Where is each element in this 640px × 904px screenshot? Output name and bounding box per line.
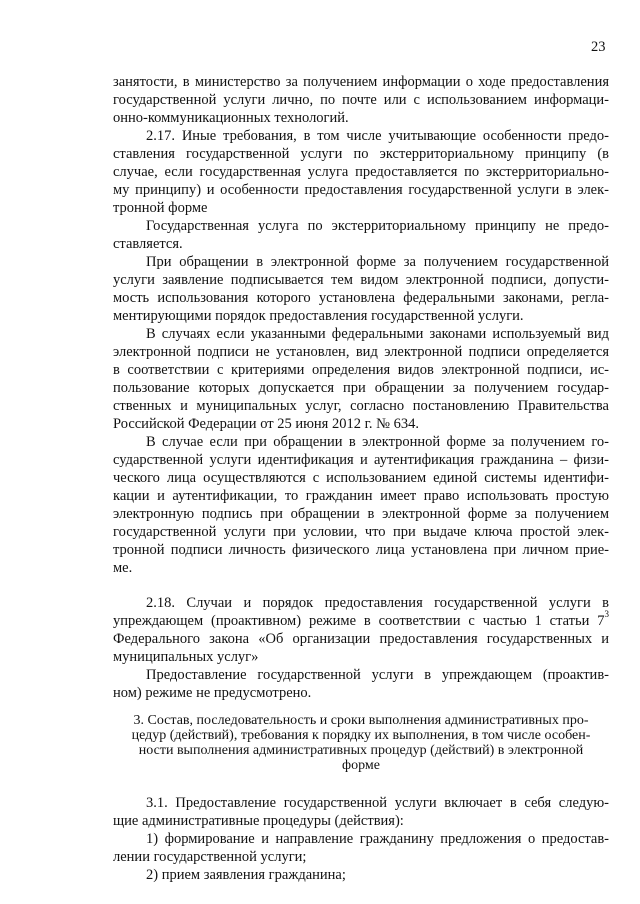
body-line: услуги заявление подписывается тем видом электронной подписи, допусти- [113,272,609,288]
body-line: Предоставление государственной услуги в упреждающем (проактив- [146,667,609,683]
body-line: мость использования которого установлена федеральными законами, регла- [113,290,609,306]
section-heading-line: 3. Состав, последовательность и сроки выполнения административных про- [133,713,589,728]
body-line: ставления государственной услуги по экстерриториальному принципу (в [113,146,609,162]
body-line: муниципальных услуг» [113,649,259,665]
page-number: 23 [591,39,606,55]
section-heading-line: форме [342,758,380,773]
body-line: лении государственной услуги; [113,849,307,865]
body-line: ставляется. [113,236,183,252]
body-line [113,609,609,630]
body-line: государственной услуги при условии, что при выдаче ключа простой элек- [113,524,609,540]
body-line: пользование которых допускается при обращении за получением государ- [113,380,609,396]
body-line: ме. [113,560,133,576]
body-line: электронной подписи не установлен, вид электронной подписи определяется [113,344,609,360]
body-line: ментирующими порядок предоставления государственной услуги. [113,308,524,324]
body-line: щие административные процедуры (действия): [113,813,404,829]
body-line: ственных и муниципальных услуг, согласно постановлению Правительства [113,398,609,414]
body-line: 2.18. Случаи и порядок предоставления государственной услуги в [146,595,609,611]
body-line: ном) режиме не предусмотрено. [113,685,312,701]
body-line: В случаях если указанными федеральными законами используемый вид [146,326,609,342]
body-line: онно-коммуникационных технологий. [113,110,349,126]
body-line-text: упреждающем (проактивном) режиме в соответствии с частью 1 статьи 7 [113,613,605,629]
body-line: ческого лица осуществляются с использованием единой системы идентифи- [113,470,609,486]
body-line: 2) прием заявления гражданина; [146,867,346,883]
superscript: 3 [604,609,609,620]
body-line: Федерального закона «Об организации предоставления государственных и [113,631,609,647]
body-line: При обращении в электронной форме за получением государственной [146,254,609,270]
body-line: тронной подписи личность физического лица установлена при личном прие- [113,542,609,558]
body-line: государственной услуги лично, по почте или с использованием информаци- [113,92,609,108]
body-line: кации и аутентификации, то гражданин имеет право использовать простую [113,488,609,504]
body-line: 2.17. Иные требования, в том числе учитывающие особенности предо- [146,128,609,144]
body-line: 3.1. Предоставление государственной услуги включает в себя следую- [146,795,609,811]
body-line: В случае если при обращении в электронной форме за получением го- [146,434,609,450]
body-line: Российской Федерации от 25 июня 2012 г. № 634. [113,416,420,432]
body-line: сударственной услуги идентификация и аутентификация гражданина – физи- [113,452,609,468]
section-heading-line: цедур (действий), требования к порядку их выполнения, в том числе особен- [131,728,591,743]
body-line: тронной форме [113,200,208,216]
body-line: 1) формирование и направление гражданину предложения о предостав- [146,831,609,847]
body-line: занятости, в министерство за получением информации о ходе предоставления [113,74,609,90]
body-line: в соответствии с критериями определения видов электронной подписи, ис- [113,362,609,378]
body-line: электронную подпись при обращении в электронной форме за получением [113,506,609,522]
body-line: му принципу) и особенности предоставления государственной услуги в элек- [113,182,609,198]
section-heading-line: ности выполнения административных процедур (действий) в электронной [138,743,584,758]
body-line: случае, если государственная услуга предоставляется по экстерриториально- [113,164,609,180]
body-line: Государственная услуга по экстерриториальному принципу не предо- [146,218,609,234]
